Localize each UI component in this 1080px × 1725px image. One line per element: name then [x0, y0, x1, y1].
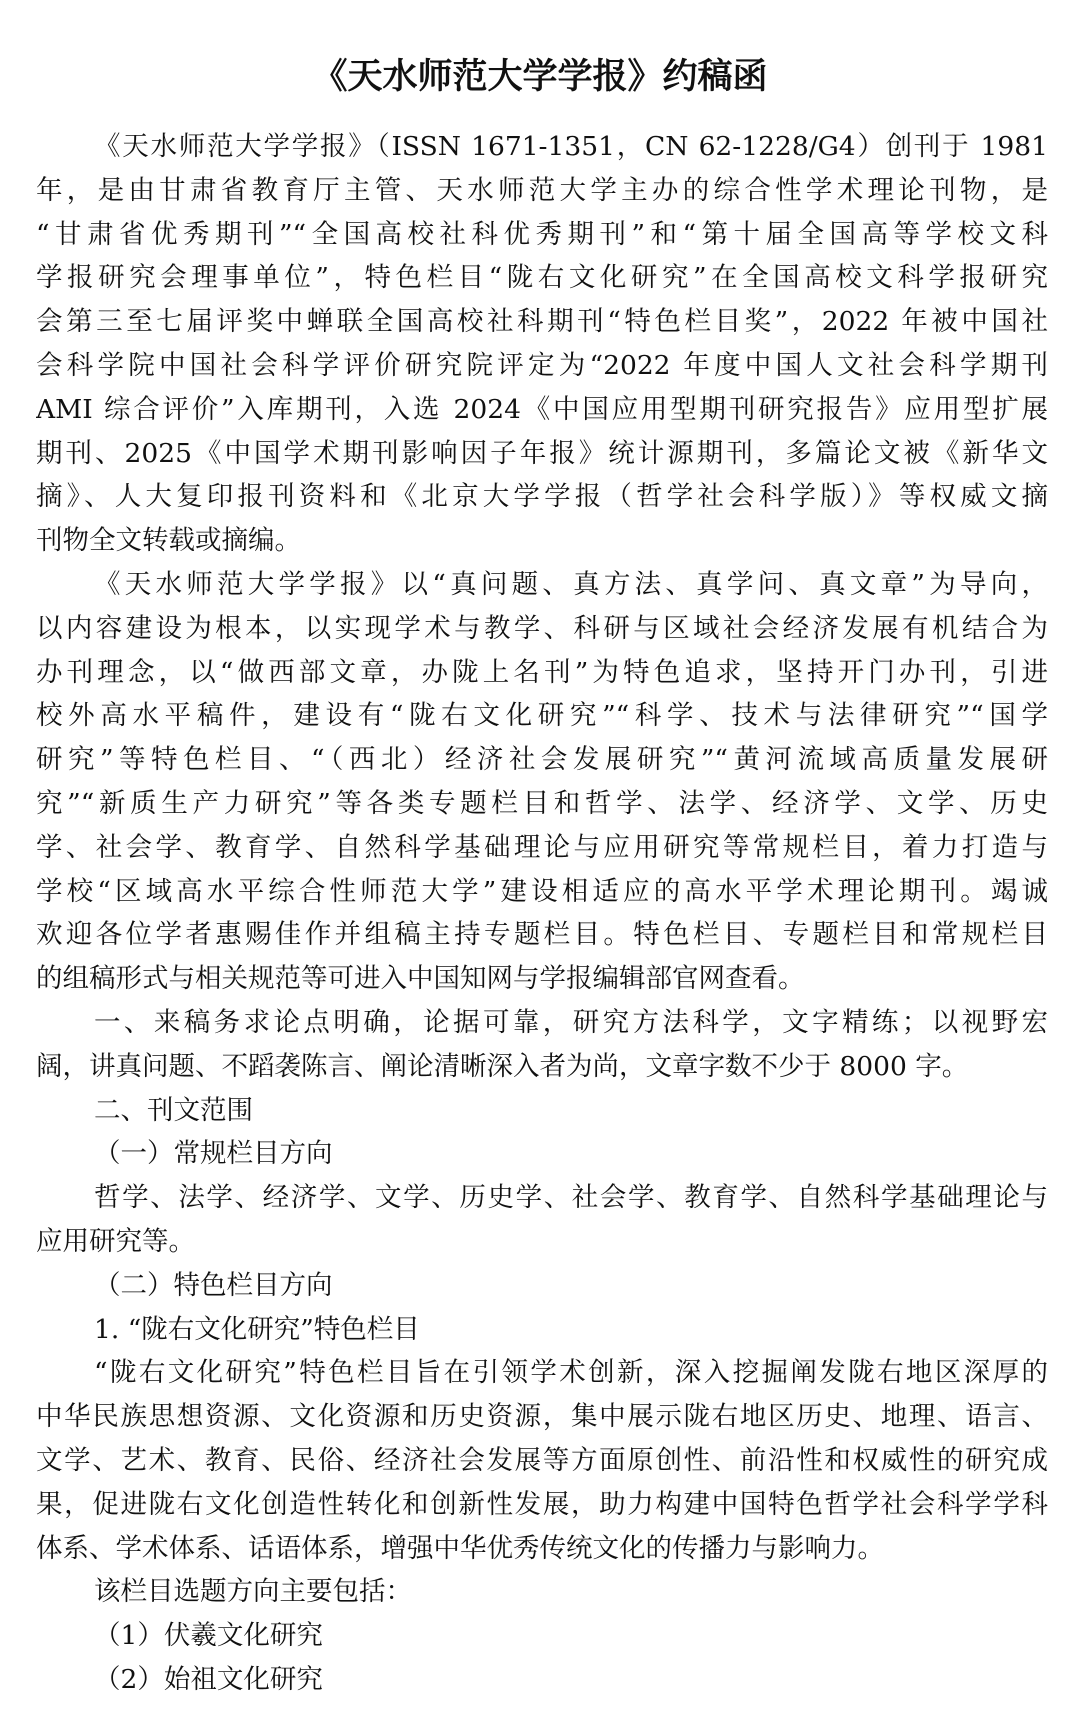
topics-intro	[36, 1570, 1048, 1614]
text-line: （1）伏羲文化研究	[94, 1620, 323, 1652]
text-line: 《天水师范大学学报》以“真问题、真方法、真学问、真文章”为导向，	[94, 568, 1048, 600]
text-line: 学校“区域高水平综合性师范大学”建设相适应的高水平学术理论期刊。竭诚	[36, 875, 1048, 907]
text-line: 办刊理念，以“做西部文章，办陇上名刊”为特色追求，坚持开门办刊，引进	[36, 656, 1048, 688]
document-body	[36, 125, 1048, 1702]
text-line: 1. “陇右文化研究”特色栏目	[94, 1313, 420, 1345]
featured-column-paragraph	[36, 1351, 1048, 1570]
text-line: 刊物全文转载或摘编。	[36, 525, 301, 557]
text-line: 应用研究等。	[36, 1225, 195, 1257]
featured-column-title	[36, 1308, 1048, 1352]
text-line: “甘肃省优秀期刊”“全国高校社科优秀期刊”和“第十届全国高等学校文科	[36, 218, 1048, 250]
text-line: （一）常规栏目方向	[94, 1138, 333, 1170]
text-line: 会第三至七届评奖中蝉联全国高校社科期刊“特色栏目奖”，2022 年被中国社	[36, 306, 1048, 338]
text-line: 摘》、人大复印报刊资料和《北京大学学报（哲学社会科学版）》等权威文摘	[36, 481, 1048, 513]
text-line: 究”“新质生产力研究”等各类专题栏目和哲学、法学、经济学、文学、历史	[36, 787, 1048, 819]
text-line: 一、来稿务求论点明确，论据可靠，研究方法科学，文字精练；以视野宏	[94, 1006, 1048, 1038]
text-line: 文学、艺术、教育、民俗、经济社会发展等方面原创性、前沿性和权威性的研究成	[36, 1444, 1048, 1476]
regular-columns-paragraph	[36, 1176, 1048, 1264]
section-heading-scope	[36, 1089, 1048, 1133]
text-line: 中华民族思想资源、文化资源和历史资源，集中展示陇右地区历史、地理、语言、	[36, 1401, 1048, 1433]
topic-item-2	[36, 1658, 1048, 1702]
topic-item-1	[36, 1614, 1048, 1658]
text-line: 二、刊文范围	[94, 1094, 253, 1126]
text-line: （二）特色栏目方向	[94, 1269, 333, 1301]
text-line: 会科学院中国社会科学评价研究院评定为“2022 年度中国人文社会科学期刊	[36, 349, 1048, 381]
text-line: 果，促进陇右文化创造性转化和创新性发展，助力构建中国特色哲学社会科学学科	[36, 1488, 1048, 1520]
text-line: 以内容建设为根本，以实现学术与教学、科研与区域社会经济发展有机结合为	[36, 612, 1048, 644]
text-line: 期刊、2025《中国学术期刊影响因子年报》统计源期刊，多篇论文被《新华文	[36, 437, 1048, 469]
text-line: 该栏目选题方向主要包括：	[94, 1576, 412, 1608]
text-line: 研究”等特色栏目、“（西北）经济社会发展研究”“黄河流域高质量发展研	[36, 744, 1048, 776]
text-line: 阔，讲真问题、不蹈袭陈言、阐论清晰深入者为尚，文章字数不少于 8000 字。	[36, 1050, 969, 1082]
text-line: 哲学、法学、经济学、文学、历史学、社会学、教育学、自然科学基础理论与	[94, 1182, 1048, 1214]
text-line: 学报研究会理事单位”，特色栏目“陇右文化研究”在全国高校文科学报研究	[36, 262, 1048, 294]
page-title: 《天水师范大学学报》约稿函	[312, 57, 768, 97]
text-line: 校外高水平稿件，建设有“陇右文化研究”“科学、技术与法律研究”“国学	[36, 700, 1048, 732]
text-line: 学、社会学、教育学、自然科学基础理论与应用研究等常规栏目，着力打造与	[36, 831, 1048, 863]
text-line: 年，是由甘肃省教育厅主管、天水师范大学主办的综合性学术理论刊物，是	[36, 174, 1048, 206]
text-line: “陇右文化研究”特色栏目旨在引领学术创新，深入挖掘阐发陇右地区深厚的	[94, 1357, 1048, 1389]
text-line: 欢迎各位学者惠赐佳作并组稿主持专题栏目。特色栏目、专题栏目和常规栏目	[36, 919, 1048, 951]
subheading-regular-columns	[36, 1132, 1048, 1176]
text-line: AMI 综合评价”入库期刊，入选 2024《中国应用型期刊研究报告》应用型扩展	[36, 393, 1048, 425]
text-line: （2）始祖文化研究	[94, 1663, 323, 1695]
requirement-paragraph	[36, 1001, 1048, 1089]
text-line: 《天水师范大学学报》（ISSN 1671-1351，CN 62-1228/G4）创刊于 1981	[94, 131, 1048, 162]
mission-paragraph	[36, 563, 1048, 1001]
text-line: 的组稿形式与相关规范等可进入中国知网与学报编辑部官网查看。	[36, 963, 805, 995]
intro-paragraph	[36, 125, 1048, 563]
text-line: 体系、学术体系、话语体系，增强中华优秀传统文化的传播力与影响力。	[36, 1532, 884, 1564]
subheading-featured-columns	[36, 1264, 1048, 1308]
